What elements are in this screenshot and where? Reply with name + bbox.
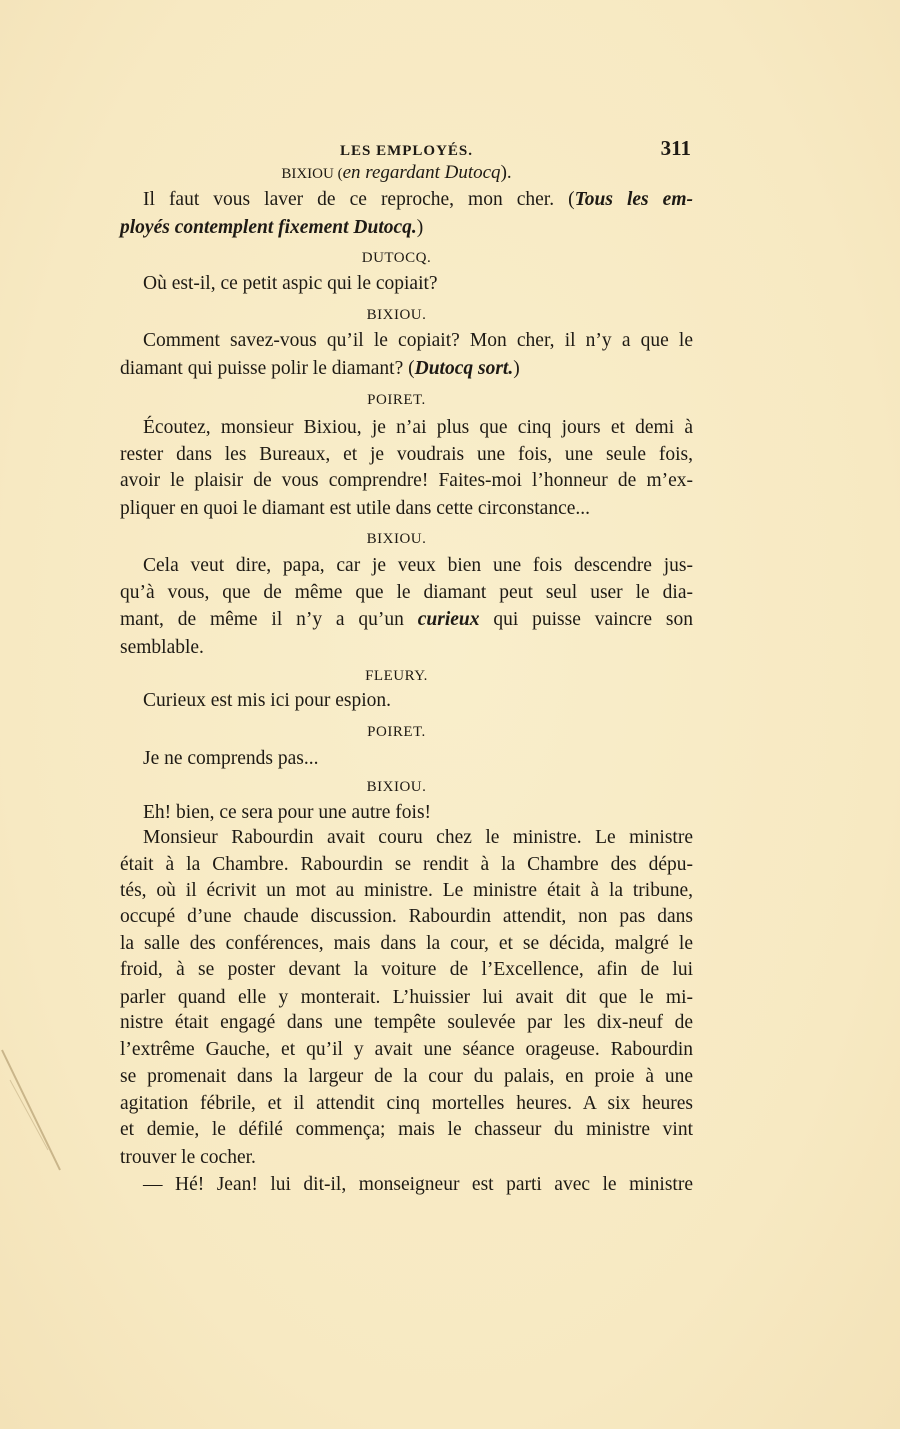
speaker-name — [110, 161, 683, 186]
text-segment: Comment savez-vous qu’il le copiait? Mon cher, il n’y a que le — [143, 330, 693, 351]
text-segment: pliquer en quoi le diamant est utile dans cette circonstance... — [120, 498, 590, 519]
speaker-name — [110, 720, 683, 744]
text-line — [120, 636, 693, 660]
text-line — [120, 879, 693, 903]
text-segment: l’extrême Gauche, et qu’il y avait une séance orageuse. Rabourdin — [120, 1039, 693, 1060]
text-segment: rester dans les Bureaux, et je voudrais une fois, une seule fois, — [120, 444, 693, 465]
text-line — [143, 329, 693, 353]
text-segment: Cela veut dire, papa, car je veux bien une fois descendre jus- — [143, 555, 693, 576]
text-line — [120, 932, 693, 956]
running-title: LES EMPLOYÉS. — [339, 143, 474, 159]
text-line — [120, 216, 693, 240]
text-segment: se promenait dans la largeur de la cour du palais, en proie à une — [120, 1066, 693, 1087]
text-segment: ) — [416, 217, 424, 238]
text-line — [120, 608, 693, 632]
text-line — [120, 497, 693, 521]
text-segment: ) — [513, 358, 520, 379]
text-segment: qu’à vous, que de même que le diamant peut seul user le dia- — [120, 582, 693, 603]
text-segment: BIXIOU ( — [281, 166, 343, 182]
speaker-name — [110, 527, 683, 551]
text-segment: tés, où il écrivit un mot au ministre. Le ministre était à la tribune, — [120, 880, 693, 901]
text-segment: et demie, le défilé commença; mais le chasseur du ministre vint — [120, 1119, 693, 1140]
italic-text: Dutocq sort. — [414, 358, 514, 379]
text-line — [120, 581, 693, 605]
italic-text: en regardant Dutocq — [342, 162, 501, 183]
text-segment: ). — [500, 162, 512, 183]
text-line — [120, 357, 693, 381]
text-line — [143, 416, 693, 440]
text-line — [120, 1011, 693, 1035]
text-segment: la salle des conférences, mais dans la cour, et se décida, malgré le — [120, 933, 693, 954]
text-segment: POIRET. — [367, 724, 426, 740]
text-segment: Écoutez, monsieur Bixiou, je n’ai plus que cinq jours et demi à — [143, 417, 693, 438]
text-segment: parler quand elle y monterait. L’huissier lui avait dit que le mi- — [120, 987, 693, 1008]
text-line — [120, 443, 693, 467]
speaker-name — [110, 664, 683, 688]
text-line — [143, 689, 693, 713]
text-segment: Curieux est mis ici pour espion. — [143, 690, 392, 711]
text-segment: était à la Chambre. Rabourdin se rendit à la Chambre des dépu- — [120, 854, 693, 875]
text-segment: diamant qui puisse polir le diamant? ( — [120, 358, 415, 379]
text-segment: Eh! bien, ce sera pour une autre fois! — [143, 802, 432, 823]
text-segment: agitation fébrile, et il attendit cinq mortelles heures. A six heures — [120, 1093, 693, 1114]
text-segment: avoir le plaisir de vous comprendre! Faites-moi l’honneur de m’ex- — [120, 470, 693, 491]
text-segment: mant, de même il n’y a qu’un — [120, 609, 418, 630]
text-line — [120, 905, 693, 929]
text-segment: BIXIOU. — [366, 307, 427, 323]
text-segment: BIXIOU. — [366, 779, 427, 795]
italic-text: ployés contemplent fixement Dutocq. — [120, 217, 417, 238]
page-number: 311 — [660, 136, 691, 160]
italic-text: curieux — [417, 609, 480, 630]
text-segment: froid, à se poster devant la voiture de l’Excellence, afin de lui — [120, 959, 693, 980]
text-line — [143, 188, 693, 212]
text-segment: trouver le cocher. — [120, 1147, 256, 1168]
text-line — [143, 554, 693, 578]
text-line — [120, 1118, 693, 1142]
italic-text: Tous les em- — [574, 189, 693, 210]
text-line — [120, 1065, 693, 1089]
text-segment: Je ne comprends pas... — [143, 748, 319, 769]
text-segment: Où est-il, ce petit aspic qui le copiait? — [143, 273, 438, 294]
text-segment: qui puisse vaincre son — [479, 609, 693, 630]
text-line — [120, 1038, 693, 1062]
text-line — [120, 853, 693, 877]
text-segment: — Hé! Jean! lui dit-il, monseigneur est parti avec le ministre — [143, 1174, 693, 1195]
text-line — [120, 469, 693, 493]
text-segment: nistre était engagé dans une tempête soulevée par les dix-neuf de — [120, 1012, 693, 1033]
text-segment: FLEURY. — [365, 668, 428, 684]
text-segment: occupé d’une chaude discussion. Rabourdin attendit, non pas dans — [120, 906, 693, 927]
speaker-name — [110, 246, 683, 270]
text-line — [143, 1173, 693, 1197]
page-edge-mark — [0, 1040, 80, 1180]
text-line — [143, 272, 693, 296]
text-line — [120, 958, 693, 982]
text-segment: DUTOCQ. — [361, 250, 432, 266]
text-segment: semblable. — [120, 637, 204, 658]
text-segment: Monsieur Rabourdin avait couru chez le ministre. Le ministre — [143, 827, 693, 848]
speaker-name — [110, 388, 683, 412]
text-line — [143, 747, 693, 771]
text-segment: POIRET. — [367, 392, 426, 408]
text-line — [120, 1092, 693, 1116]
speaker-name — [110, 775, 683, 799]
text-segment: BIXIOU. — [366, 531, 427, 547]
text-segment: Il faut vous laver de ce reproche, mon cher. ( — [143, 189, 575, 210]
text-line — [120, 986, 693, 1010]
text-line — [120, 1146, 693, 1170]
speaker-name — [110, 303, 683, 327]
text-line — [143, 826, 693, 850]
text-line — [143, 801, 693, 825]
